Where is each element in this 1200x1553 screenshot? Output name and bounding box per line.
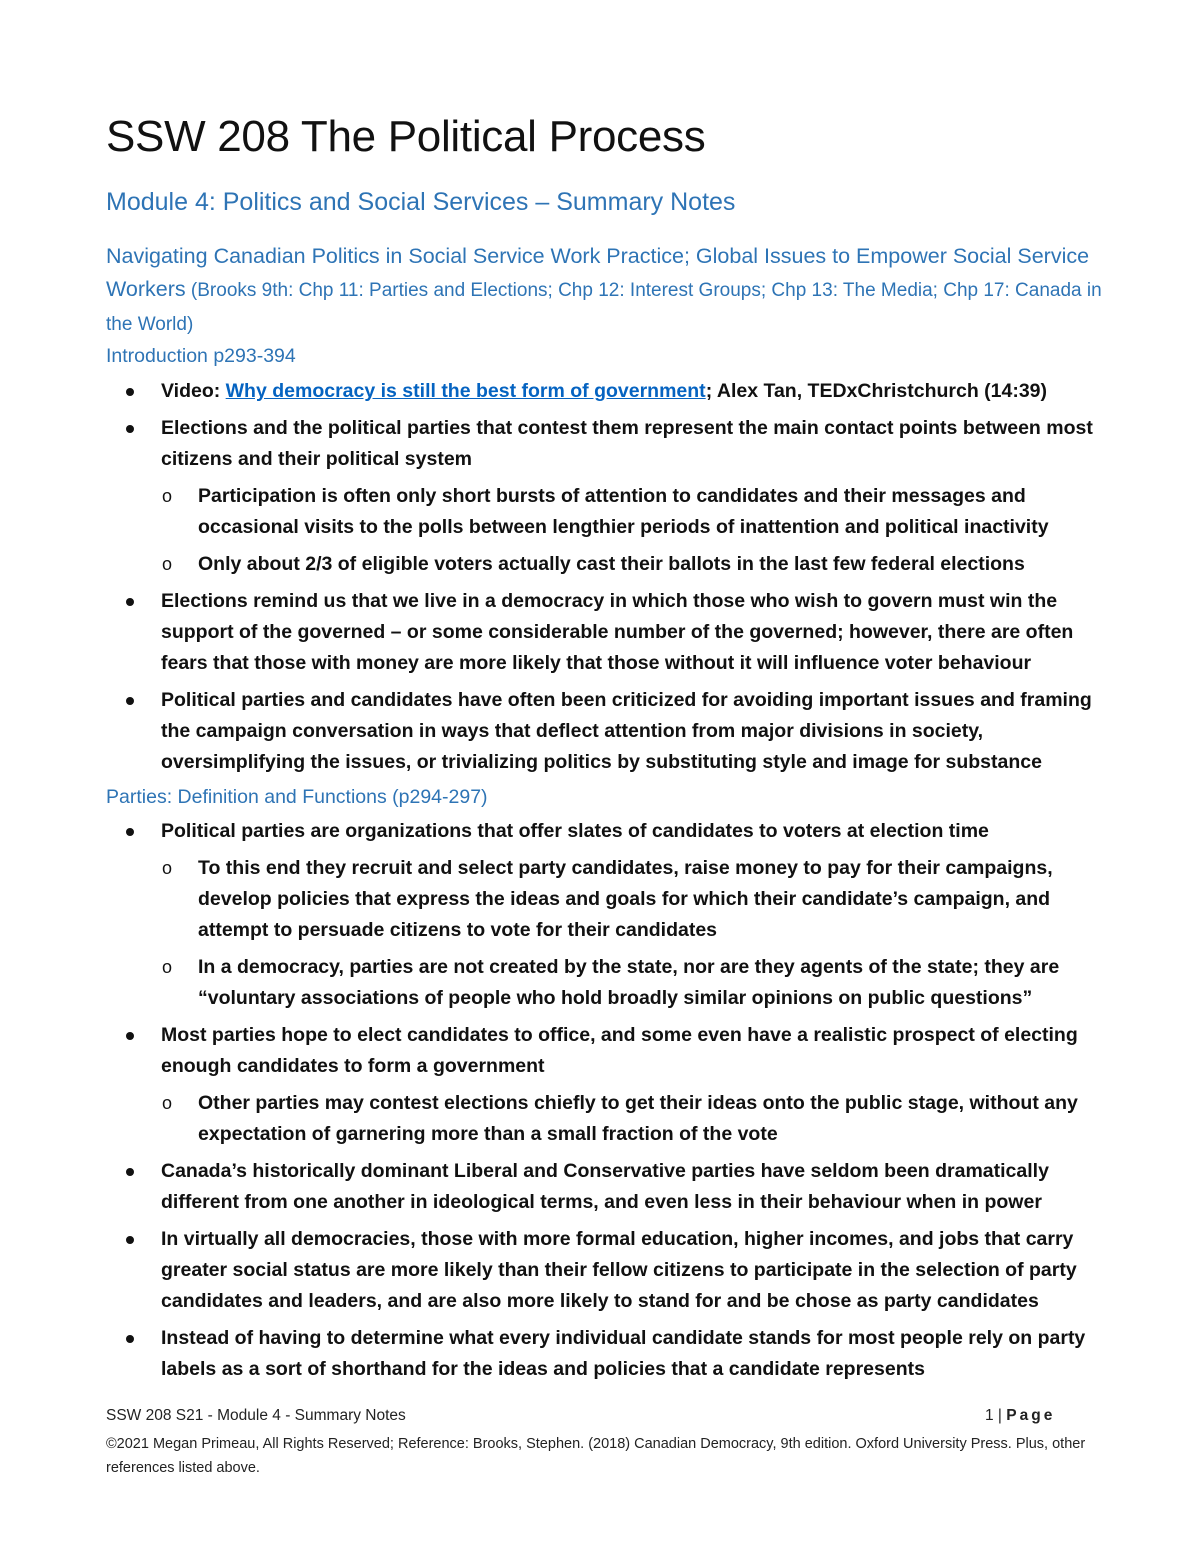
list-item: In virtually all democracies, those with more formal education, higher incomes, and jobs that carry greater social status are more likely than their fellow citizens to participate in the selection of party candidates and leaders, and are also more likely to stand for and be chose as party candidates	[0, 1224, 1121, 1317]
sub-list-item: o In a democracy, parties are not created by the state, nor are they agents of the state; they are “voluntary associations of people who hold broadly similar opinions on public questions”	[0, 952, 1118, 1014]
footer-page-number	[985, 1407, 1055, 1425]
list-item: Instead of having to determine what every individual candidate stands for most people rely on party labels as a sort of shorthand for the ideas and policies that a candidate represents	[0, 1323, 1121, 1385]
list-item: Political parties and candidates have often been criticized for avoiding important issues and framing the campaign conversation in ways that deflect attention from major divisions in society, oversimplifying the issues, or trivializing politics by substituting style and image for substance	[0, 685, 1121, 778]
list-item: Political parties are organizations that offer slates of candidates to voters at election time	[0, 816, 1121, 847]
parties-heading: Parties: Definition and Functions (p294-297)	[106, 786, 488, 808]
parties-list	[0, 816, 1200, 1385]
document-subtitle: Module 4: Politics and Social Services – Summary Notes	[106, 188, 736, 216]
list-item: Most parties hope to elect candidates to office, and some even have a realistic prospect of electing enough candidates to form a government	[0, 1020, 1121, 1082]
video-suffix: ; Alex Tan, TEDxChristchurch (14:39)	[705, 380, 1048, 402]
page-number: 1	[985, 1407, 994, 1424]
section-heading	[106, 240, 1106, 341]
sub-list-item: o Other parties may contest elections chiefly to get their ideas onto the public stage, without any expectation of garnering more than a small fraction of the vote	[0, 1088, 1118, 1150]
section-heading-main: Navigating Canadian Politics in Social Service Work Practice; Global Issues to Empower Social Service Workers	[106, 244, 1090, 301]
document-title: SSW 208 The Political Process	[106, 112, 706, 161]
footer-copyright: ©2021 Megan Primeau, All Rights Reserved; Reference: Brooks, Stephen. (2018) Canadian Democracy, 9th edition. Oxford University Press. Plus, other references listed above.	[106, 1436, 1086, 1476]
sub-list-item: o Participation is often only short bursts of attention to candidates and their messages and occasional visits to the polls between lengthier periods of inattention and political inactivity	[0, 481, 1118, 543]
list-item: Canada’s historically dominant Liberal and Conservative parties have seldom been dramatically different from one another in ideological terms, and even less in their behaviour when in power	[0, 1156, 1121, 1218]
page-word: Page	[1006, 1407, 1056, 1424]
list-item: Elections remind us that we live in a democracy in which those who wish to govern must win the support of the governed – or some considerable number of the governed; however, there are often fears that those with money are more likely that those without it will influence voter behaviour	[0, 586, 1121, 679]
video-prefix: Video:	[161, 380, 226, 402]
video-link[interactable]: Why democracy is still the best form of government	[225, 380, 706, 402]
sub-list-item: o To this end they recruit and select party candidates, raise money to pay for their campaigns, develop policies that express the ideas and goals for which their candidate’s campaign, and attempt to persuade citizens to vote for their candidates	[0, 853, 1118, 946]
footer-doc-label: SSW 208 S21 - Module 4 - Summary Notes	[106, 1407, 406, 1424]
section-heading-refs: (Brooks 9th: Chp 11: Parties and Elections; Chp 12: Interest Groups; Chp 13: The Media; Chp 17: Canada in the World)	[106, 280, 1102, 335]
sub-list-item: o Only about 2/3 of eligible voters actually cast their ballots in the last few federal elections	[0, 549, 1118, 580]
intro-heading: Introduction p293-394	[106, 345, 296, 367]
list-item	[0, 376, 1121, 407]
intro-list	[0, 376, 1200, 778]
list-item: Elections and the political parties that contest them represent the main contact points between most citizens and their political system	[0, 413, 1121, 475]
page-separator: |	[993, 1407, 1007, 1424]
